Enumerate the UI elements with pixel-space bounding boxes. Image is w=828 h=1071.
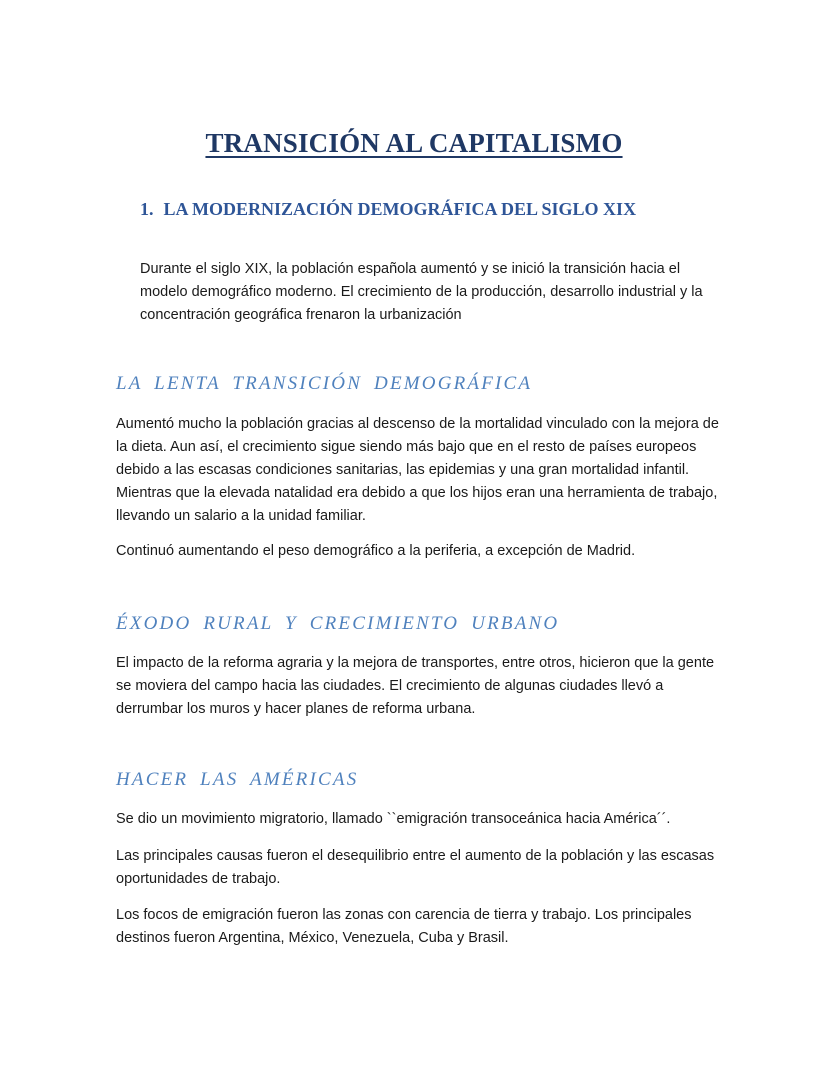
- section-heading-text: LA MODERNIZACIÓN DEMOGRÁFICA DEL SIGLO XIX: [163, 199, 637, 219]
- document-title: TRANSICIÓN AL CAPITALISMO: [205, 128, 623, 158]
- paragraph-mortalidad: Aumentó mucho la población gracias al descenso de la mortalidad vinculado con la mejora de la dieta. Aun así, el crecimiento sigue siendo más bajo que en el resto de países europeos debido a las escasas condiciones sanitarias, las epidemias y una gran mortalidad infantil. Mientras que la elevada natalidad era debido a que los hijos eran una herramienta de trabajo, llevando un salario a la unidad familiar.: [116, 416, 719, 524]
- subsection-heading-hacer-americas: HACER LAS AMÉRICAS: [116, 769, 359, 790]
- subsection-heading-lenta-transicion: LA LENTA TRANSICIÓN DEMOGRÁFICA: [116, 373, 533, 394]
- paragraph-causas: Las principales causas fueron el desequilibrio entre el aumento de la población y las escasas oportunidades de trabajo.: [116, 848, 715, 887]
- section-intro-paragraph: Durante el siglo XIX, la población española aumentó y se inició la transición hacia el modelo demográfico moderno. El crecimiento de la producción, desarrollo industrial y la concentración geográfica frenaron la urbanización: [140, 261, 703, 323]
- paragraph-reforma-urbana: El impacto de la reforma agraria y la mejora de transportes, entre otros, hicieron que la gente se moviera del campo hacia las ciudades. El crecimiento de algunas ciudades llevó a derrumbar los muros y hacer planes de reforma urbana.: [116, 655, 715, 717]
- paragraph-focos-emigracion: Los focos de emigración fueron las zonas con carencia de tierra y trabajo. Los principales destinos fueron Argentina, México, Venezuela, Cuba y Brasil.: [116, 907, 692, 946]
- paragraph-periferia: Continuó aumentando el peso demográfico a la periferia, a excepción de Madrid.: [116, 543, 636, 559]
- section-heading: [140, 199, 636, 220]
- section-number: 1.: [140, 199, 154, 219]
- paragraph-movimiento-migratorio: Se dio un movimiento migratorio, llamado ``emigración transoceánica hacia América´´.: [116, 811, 671, 827]
- subsection-heading-exodo-rural: ÉXODO RURAL Y CRECIMIENTO URBANO: [116, 613, 560, 634]
